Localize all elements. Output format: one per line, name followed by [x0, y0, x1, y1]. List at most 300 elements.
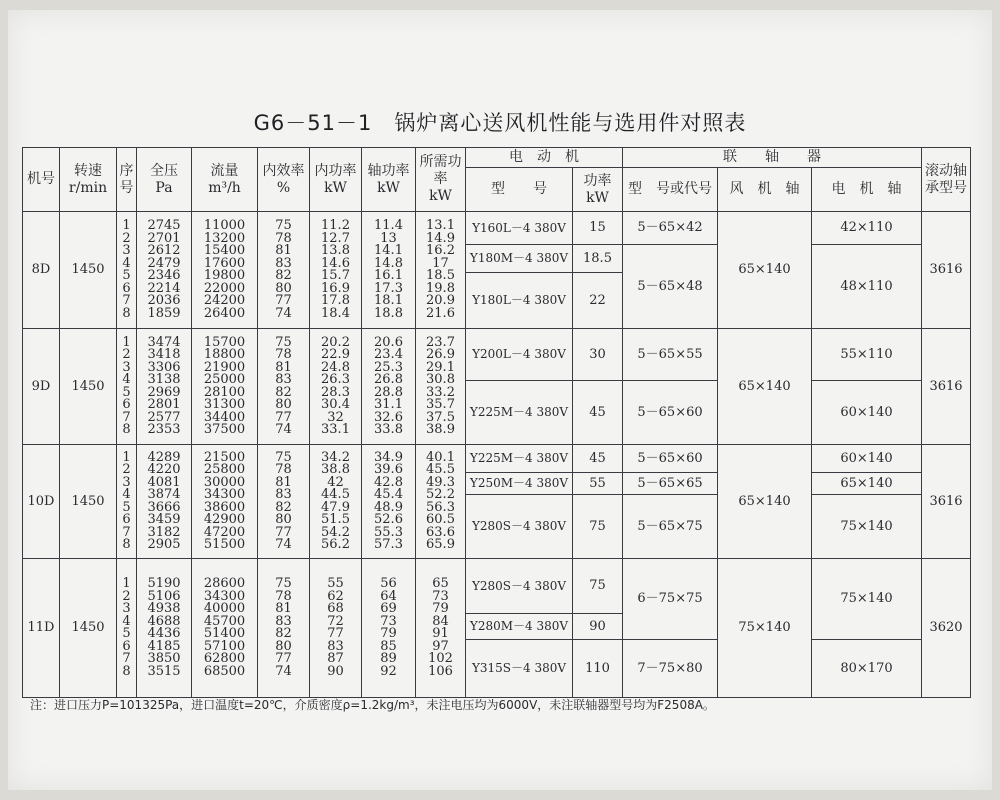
motor-power-cell: 75: [573, 559, 623, 614]
eff-value: 74: [275, 305, 292, 321]
required-power-value: 84: [432, 613, 449, 629]
flow-value: 45700: [203, 613, 246, 629]
inner-power-value: 18.4: [321, 305, 350, 321]
bearing-cell: 3616: [922, 329, 971, 445]
coupling-model-cell: 5－65×42: [623, 212, 718, 245]
eff-value: 74: [275, 663, 292, 679]
seq-value: 1: [122, 334, 131, 350]
flow-value: 28100: [203, 384, 246, 400]
seq-value: 6: [122, 638, 131, 654]
seq-value: 3: [122, 243, 131, 258]
header-efficiency: [258, 148, 310, 212]
header-motor-power-label: 功率: [583, 172, 612, 189]
shaft-power-value: 32.6: [374, 409, 403, 425]
eff-value: 78: [275, 462, 292, 477]
inner-power-value: 26.3: [321, 372, 350, 387]
motor-power-cell: 30: [573, 329, 623, 381]
pressure-value: 3182: [147, 524, 181, 540]
eff-value: 82: [275, 626, 292, 641]
inner-power-value: 72: [327, 613, 344, 629]
header-inner-power-label: 内功率: [314, 162, 357, 179]
inner-power-value: 15.7: [321, 268, 350, 283]
machine-number-cell: 9D: [23, 329, 60, 445]
efficiency-column: [258, 329, 310, 445]
flow-value: 15700: [203, 334, 246, 350]
inner-power-column: [310, 329, 362, 445]
flow-value: 42900: [203, 512, 246, 527]
shaft-power-value: 25.3: [374, 359, 403, 375]
pressure-value: 4220: [147, 462, 181, 477]
motor-power-cell: 75: [573, 495, 623, 559]
motor-shaft-cell: 75×140: [812, 495, 922, 559]
shaft-power-value: 17.3: [374, 280, 403, 296]
header-pressure-unit: Pa: [155, 179, 173, 196]
inner-power-value: 51.5: [321, 512, 350, 527]
required-power-value: 37.5: [426, 409, 455, 425]
header-seq: 序号: [117, 148, 137, 212]
eff-value: 82: [275, 384, 292, 400]
speed-cell: 1450: [60, 445, 117, 559]
flow-value: 28600: [203, 576, 246, 591]
fan-shaft-cell: 65×140: [718, 212, 812, 329]
inner-power-value: 20.2: [321, 334, 350, 350]
flow-value: 22000: [203, 280, 246, 296]
header-flow: [192, 148, 258, 212]
shaft-power-value: 79: [380, 626, 397, 641]
motor-model-cell: Y280S－4 380V: [466, 495, 573, 559]
inner-power-value: 47.9: [321, 499, 350, 515]
motor-model-cell: Y180M－4 380V: [466, 245, 573, 273]
required-power-value: 65.9: [426, 537, 455, 552]
inner-power-value: 42: [327, 474, 344, 490]
flow-value: 34300: [203, 487, 246, 502]
pressure-value: 4688: [147, 613, 181, 629]
shaft-power-value: 23.4: [374, 347, 403, 362]
header-flow-unit: m³/h: [208, 179, 241, 196]
inner-power-value: 13.8: [321, 243, 350, 258]
header-motor-shaft: 电 机 轴: [812, 168, 922, 212]
inner-power-value: 83: [327, 638, 344, 654]
seq-value: 2: [122, 588, 131, 604]
flow-value: 21500: [203, 449, 246, 465]
seq-value: 1: [122, 218, 131, 233]
coupling-model-cell: 6－75×75: [623, 559, 718, 640]
seq-value: 7: [122, 293, 131, 308]
required-power-value: 52.2: [426, 487, 455, 502]
pressure-value: 3666: [147, 499, 181, 515]
motor-shaft-cell: 80×170: [812, 640, 922, 698]
required-power-value: 38.9: [426, 422, 455, 437]
inner-power-value: 54.2: [321, 524, 350, 540]
flow-value: 34400: [203, 409, 246, 425]
eff-value: 75: [275, 334, 292, 350]
shaft-power-value: 18.8: [374, 305, 403, 321]
group-9D-subrow: [23, 329, 971, 381]
shaft-power-column: [362, 559, 416, 698]
flow-column: [192, 329, 258, 445]
coupling-model-cell: 5－65×60: [623, 381, 718, 445]
header-shaft-power-unit: kW: [377, 179, 400, 196]
efficiency-column: [258, 559, 310, 698]
eff-value: 81: [275, 359, 292, 375]
eff-value: 74: [275, 537, 292, 552]
required-power-value: 106: [428, 663, 453, 679]
inner-power-value: 22.9: [321, 347, 350, 362]
pressure-value: 4436: [147, 626, 181, 641]
flow-column: [192, 559, 258, 698]
shaft-power-value: 64: [380, 588, 397, 604]
required-power-value: 56.3: [426, 499, 455, 515]
flow-column: [192, 445, 258, 559]
seq-column: [117, 212, 137, 329]
eff-value: 82: [275, 268, 292, 283]
header-inner-power-unit: kW: [324, 179, 347, 196]
eff-value: 75: [275, 449, 292, 465]
seq-value: 3: [122, 601, 131, 616]
flow-value: 62800: [203, 651, 246, 666]
eff-value: 75: [275, 218, 292, 233]
inner-power-value: 32: [327, 409, 344, 425]
seq-value: 5: [122, 268, 131, 283]
shaft-power-value: 57.3: [374, 537, 403, 552]
shaft-power-value: 26.8: [374, 372, 403, 387]
motor-model-cell: Y280M－4 380V: [466, 614, 573, 640]
inner-power-value: 55: [327, 576, 344, 591]
seq-value: 2: [122, 230, 131, 246]
header-efficiency-unit: %: [276, 179, 291, 196]
shaft-power-value: 28.8: [374, 384, 403, 400]
eff-value: 77: [275, 293, 292, 308]
pressure-value: 2969: [147, 384, 181, 400]
header-bearing: 滚动轴承型号: [922, 148, 971, 212]
pressure-value: 4081: [147, 474, 181, 490]
header-coupling-model: 型 号或代号: [623, 168, 718, 212]
motor-model-cell: Y160L－4 380V: [466, 212, 573, 245]
required-power-value: 102: [428, 651, 453, 666]
performance-table: [22, 147, 971, 698]
inner-power-value: 56.2: [321, 537, 350, 552]
seq-value: 6: [122, 512, 131, 527]
motor-shaft-cell: 60×140: [812, 381, 922, 445]
shaft-power-value: 18.1: [374, 293, 403, 308]
pressure-value: 2801: [147, 397, 181, 412]
pressure-column: [137, 329, 192, 445]
motor-model-cell: Y200L－4 380V: [466, 329, 573, 381]
machine-number-cell: 11D: [23, 559, 60, 698]
shaft-power-value: 20.6: [374, 334, 403, 350]
seq-column: [117, 329, 137, 445]
seq-value: 4: [122, 487, 131, 502]
shaft-power-value: 39.6: [374, 462, 403, 477]
machine-number-cell: 8D: [23, 212, 60, 329]
seq-value: 3: [122, 474, 131, 490]
required-power-value: 60.5: [426, 512, 455, 527]
header-motor-group: 电 动 机: [466, 148, 623, 168]
inner-power-value: 68: [327, 601, 344, 616]
seq-value: 8: [122, 537, 131, 552]
shaft-power-value: 16.1: [374, 268, 403, 283]
motor-power-cell: 15: [573, 212, 623, 245]
flow-value: 30000: [203, 474, 246, 490]
motor-shaft-cell: 65×140: [812, 473, 922, 495]
fan-shaft-cell: 65×140: [718, 445, 812, 559]
header-required-power: [416, 148, 466, 212]
pressure-value: 5190: [147, 576, 181, 591]
seq-value: 7: [122, 409, 131, 425]
inner-power-value: 28.3: [321, 384, 350, 400]
required-power-value: 23.7: [426, 334, 455, 350]
motor-model-cell: Y315S－4 380V: [466, 640, 573, 698]
inner-power-value: 90: [327, 663, 344, 679]
flow-value: 18800: [203, 347, 246, 362]
required-power-value: 33.2: [426, 384, 455, 400]
efficiency-column: [258, 445, 310, 559]
coupling-model-cell: 5－65×48: [623, 245, 718, 329]
pressure-value: 2905: [147, 537, 181, 552]
required-power-value: 63.6: [426, 524, 455, 540]
header-speed: [60, 148, 117, 212]
pressure-column: [137, 212, 192, 329]
required-power-value: 65: [432, 576, 449, 591]
seq-column: [117, 445, 137, 559]
eff-value: 81: [275, 601, 292, 616]
speed-cell: 1450: [60, 559, 117, 698]
inner-power-value: 62: [327, 588, 344, 604]
flow-value: 51500: [203, 537, 246, 552]
flow-value: 11000: [203, 218, 246, 233]
pressure-value: 3138: [147, 372, 181, 387]
pressure-value: 2214: [147, 280, 181, 296]
seq-value: 4: [122, 613, 131, 629]
flow-value: 25800: [203, 462, 246, 477]
required-power-column: [416, 212, 466, 329]
motor-power-cell: 22: [573, 273, 623, 329]
page-title: G6－51－1 锅炉离心送风机性能与选用件对照表: [253, 111, 747, 135]
seq-value: 7: [122, 524, 131, 540]
required-power-value: 35.7: [426, 397, 455, 412]
eff-value: 77: [275, 651, 292, 666]
coupling-model-cell: 5－65×60: [623, 445, 718, 473]
bearing-cell: 3620: [922, 559, 971, 698]
header-motor-power-unit: kW: [586, 189, 609, 206]
eff-value: 83: [275, 372, 292, 387]
pressure-value: 2612: [147, 243, 181, 258]
seq-value: 4: [122, 255, 131, 271]
eff-value: 78: [275, 588, 292, 604]
motor-shaft-cell: 48×110: [812, 245, 922, 329]
group-10D-subrow: [23, 445, 971, 473]
header-row-1: [23, 148, 971, 168]
shaft-power-column: [362, 212, 416, 329]
header-motor-model: 型 号: [466, 168, 573, 212]
required-power-value: 73: [432, 588, 449, 604]
eff-value: 75: [275, 576, 292, 591]
flow-value: 38600: [203, 499, 246, 515]
flow-value: 57100: [203, 638, 246, 654]
header-inner-power: [310, 148, 362, 212]
inner-power-value: 11.2: [321, 218, 350, 233]
required-power-value: 91: [432, 626, 449, 641]
pressure-value: 2479: [147, 255, 181, 271]
inner-power-column: [310, 212, 362, 329]
pressure-column: [137, 445, 192, 559]
seq-value: 1: [122, 576, 131, 591]
seq-value: 8: [122, 663, 131, 679]
shaft-power-value: 55.3: [374, 524, 403, 540]
required-power-value: 26.9: [426, 347, 455, 362]
inner-power-value: 87: [327, 651, 344, 666]
required-power-value: 40.1: [426, 449, 455, 465]
seq-value: 8: [122, 422, 131, 437]
motor-power-cell: 90: [573, 614, 623, 640]
pressure-value: 3874: [147, 487, 181, 502]
inner-power-value: 34.2: [321, 449, 350, 465]
shaft-power-value: 31.1: [374, 397, 403, 412]
shaft-power-column: [362, 445, 416, 559]
motor-power-cell: 18.5: [573, 245, 623, 273]
required-power-value: 17: [432, 255, 449, 271]
eff-value: 81: [275, 243, 292, 258]
bearing-cell: 3616: [922, 212, 971, 329]
motor-model-cell: Y225M－4 380V: [466, 445, 573, 473]
required-power-value: 16.2: [426, 243, 455, 258]
header-motor-power: [573, 168, 623, 212]
motor-power-cell: 55: [573, 473, 623, 495]
motor-model-cell: Y280S－4 380V: [466, 559, 573, 614]
required-power-value: 29.1: [426, 359, 455, 375]
seq-value: 8: [122, 305, 131, 321]
bearing-cell: 3616: [922, 445, 971, 559]
inner-power-value: 17.8: [321, 293, 350, 308]
motor-shaft-cell: 55×110: [812, 329, 922, 381]
shaft-power-value: 14.8: [374, 255, 403, 271]
eff-value: 77: [275, 524, 292, 540]
coupling-model-cell: 5－65×65: [623, 473, 718, 495]
motor-shaft-cell: 60×140: [812, 445, 922, 473]
shaft-power-value: 42.8: [374, 474, 403, 490]
group-8D-subrow: [23, 212, 971, 245]
motor-shaft-cell: 42×110: [812, 212, 922, 245]
required-power-value: 19.8: [426, 280, 455, 296]
header-fan-shaft: 风 机 轴: [718, 168, 812, 212]
flow-value: 34300: [203, 588, 246, 604]
header-flow-label: 流量: [210, 162, 239, 179]
footnote: 注：进口压力P=101325Pa，进口温度t=20℃，介质密度ρ=1.2kg/m³，未注电压均为6000V，未注联轴器型号均为F2508A。: [30, 698, 715, 712]
required-power-value: 49.3: [426, 474, 455, 490]
motor-model-cell: Y250M－4 380V: [466, 473, 573, 495]
required-power-value: 14.9: [426, 230, 455, 246]
required-power-value: 20.9: [426, 293, 455, 308]
required-power-column: [416, 559, 466, 698]
inner-power-value: 14.6: [321, 255, 350, 271]
eff-value: 78: [275, 347, 292, 362]
eff-value: 83: [275, 255, 292, 271]
flow-value: 25000: [203, 372, 246, 387]
seq-column: [117, 559, 137, 698]
required-power-value: 21.6: [426, 305, 455, 321]
pressure-value: 4938: [147, 601, 181, 616]
required-power-value: 13.1: [426, 218, 455, 233]
seq-value: 2: [122, 347, 131, 362]
header-pressure: [137, 148, 192, 212]
motor-model-cell: Y225M－4 380V: [466, 381, 573, 445]
required-power-value: 18.5: [426, 268, 455, 283]
flow-value: 26400: [203, 305, 246, 321]
inner-power-value: 30.4: [321, 397, 350, 412]
motor-model-cell: Y180L－4 380V: [466, 273, 573, 329]
inner-power-value: 33.1: [321, 422, 350, 437]
inner-power-value: 38.8: [321, 462, 350, 477]
required-power-column: [416, 445, 466, 559]
shaft-power-value: 73: [380, 613, 397, 629]
flow-value: 31300: [203, 397, 246, 412]
shaft-power-value: 11.4: [374, 218, 403, 233]
pressure-value: 3418: [147, 347, 181, 362]
shaft-power-value: 52.6: [374, 512, 403, 527]
seq-value: 5: [122, 384, 131, 400]
inner-power-column: [310, 445, 362, 559]
required-power-column: [416, 329, 466, 445]
pressure-value: 2036: [147, 293, 181, 308]
inner-power-value: 44.5: [321, 487, 350, 502]
required-power-value: 45.5: [426, 462, 455, 477]
shaft-power-column: [362, 329, 416, 445]
required-power-value: 79: [432, 601, 449, 616]
shaft-power-value: 34.9: [374, 449, 403, 465]
shaft-power-value: 48.9: [374, 499, 403, 515]
seq-value: 6: [122, 397, 131, 412]
flow-value: 40000: [203, 601, 246, 616]
inner-power-column: [310, 559, 362, 698]
flow-value: 19800: [203, 268, 246, 283]
flow-value: 13200: [203, 230, 246, 246]
group-11D-subrow: [23, 559, 971, 614]
pressure-value: 2346: [147, 268, 181, 283]
seq-value: 4: [122, 372, 131, 387]
speed-cell: 1450: [60, 212, 117, 329]
eff-value: 80: [275, 512, 292, 527]
shaft-power-value: 89: [380, 651, 397, 666]
table-body: [23, 212, 971, 698]
shaft-power-value: 45.4: [374, 487, 403, 502]
inner-power-value: 77: [327, 626, 344, 641]
machine-number-cell: 10D: [23, 445, 60, 559]
eff-value: 80: [275, 280, 292, 296]
required-power-value: 97: [432, 638, 449, 654]
shaft-power-value: 56: [380, 576, 397, 591]
eff-value: 80: [275, 397, 292, 412]
inner-power-value: 16.9: [321, 280, 350, 296]
eff-value: 74: [275, 422, 292, 437]
header-shaft-power: [362, 148, 416, 212]
coupling-model-cell: 5－65×75: [623, 495, 718, 559]
coupling-model-cell: 5－65×55: [623, 329, 718, 381]
flow-value: 24200: [203, 293, 246, 308]
seq-value: 1: [122, 449, 131, 465]
shaft-power-value: 92: [380, 663, 397, 679]
pressure-value: 4185: [147, 638, 181, 654]
header-required-power-unit: kW: [429, 188, 452, 204]
eff-value: 80: [275, 638, 292, 654]
pressure-value: 4289: [147, 449, 181, 465]
seq-value: 5: [122, 626, 131, 641]
coupling-model-cell: 7－75×80: [623, 640, 718, 698]
shaft-power-value: 69: [380, 601, 397, 616]
seq-value: 7: [122, 651, 131, 666]
header-coupling-group: 联 轴 器: [623, 148, 922, 168]
seq-value: 6: [122, 280, 131, 296]
header-pressure-label: 全压: [150, 162, 178, 179]
